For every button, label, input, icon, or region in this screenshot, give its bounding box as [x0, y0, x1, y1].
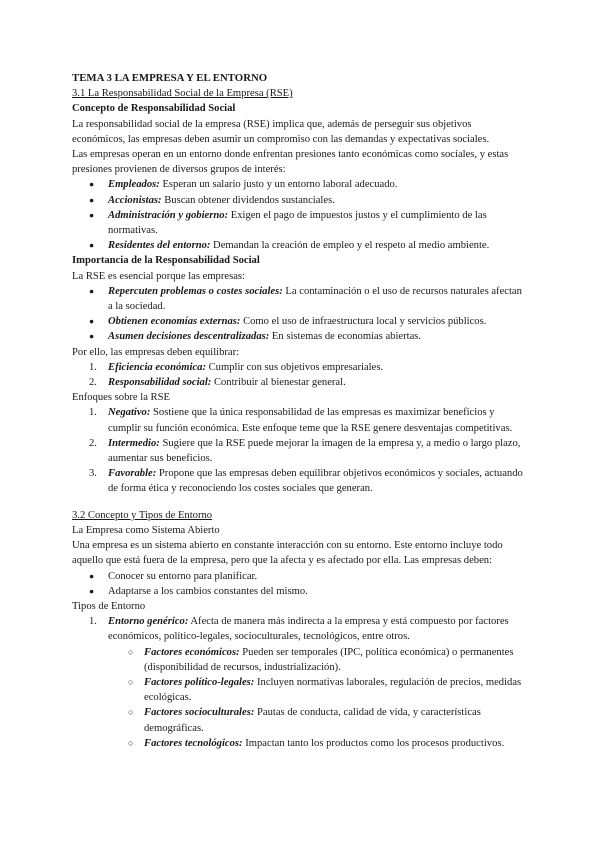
list-item: ● Repercuten problemas o costes sociales: La contaminación o el uso de recursos naturales afectan a la sociedad. — [72, 284, 524, 314]
list-item: ● Obtienen economías externas: Como el uso de infraestructura local y servicios públicos. — [72, 314, 524, 329]
approaches-list — [72, 405, 524, 496]
list-item: 2. Intermedio: Sugiere que la RSE puede mejorar la imagen de la empresa y, a medio o largo plazo, aumentar sus beneficios. — [89, 437, 521, 465]
musts-list — [72, 569, 524, 599]
list-item: 2. Responsabilidad social: Contribuir al bienestar general. — [89, 377, 346, 389]
importancia-heading: Importancia de la Responsabilidad Social — [72, 255, 260, 267]
tipos-entorno-label: Tipos de Entorno — [72, 600, 146, 612]
paragraph-rse-definition: La responsabilidad social de la empresa (RSE) implica que, además de perseguir sus objetivos económicos, las empresas deben asumir un compromiso con las demandas y expectativas sociales. — [72, 118, 490, 145]
list-item: ● Administración y gobierno: Exigen el pago de impuestos justos y el cumplimiento de las normativas. — [72, 208, 524, 238]
list-item: ○ Factores económicos: Pueden ser temporales (IPC, política económica) o permanentes (disponibilidad de recursos, industrialización). — [108, 645, 524, 675]
list-item: ● Asumen decisiones descentralizadas: En sistemas de economías abiertas. — [72, 329, 524, 344]
list-item: ○ Factores tecnológicos: Impactan tanto los productos como los procesos productivos. — [108, 736, 524, 751]
list-item: 1. Entorno genérico: Afecta de manera más indirecta a la empresa y está compuesto por factores económicos, político-legales, socioculturales, tecnológicos, entre otros. — [89, 616, 509, 643]
list-item: ● Accionistas: Buscan obtener dividendos sustanciales. — [72, 193, 524, 208]
paragraph-pressures: Las empresas operan en un entorno donde enfrentan presiones tanto económicas como sociales, y estas presiones provienen de diversos grupos de interés: — [72, 149, 509, 176]
list-item: ● Adaptarse a los cambios constantes del mismo. — [72, 584, 524, 599]
section-3-1-heading: 3.1 La Responsabilidad Social de la Empresa (RSE) — [72, 88, 293, 100]
list-item: 1. Negativo: Sostiene que la única responsabilidad de las empresas es maximizar beneficios y cumplir su función económica. Este enfoque teme que la RSE genere desventajas competitivas. — [89, 407, 513, 434]
list-item: ○ Factores político-legales: Incluyen normativas laborales, regulación de precios, medidas ecológicas. — [108, 675, 524, 705]
paragraph-essential: La RSE es esencial porque las empresas: — [72, 270, 245, 282]
section-3-2-heading: 3.2 Concepto y Tipos de Entorno — [72, 509, 213, 521]
balance-list — [72, 360, 524, 390]
list-item: 3. Favorable: Propone que las empresas deben equilibrar objetivos económicos y sociales, actuando de forma ética y reconociendo los costes sociales que generan. — [89, 468, 523, 495]
types-list — [72, 614, 524, 644]
list-item: ● Conocer su entorno para planificar. — [72, 569, 524, 584]
list-item: ● Residentes del entorno: Demandan la creación de empleo y el respeto al medio ambiente. — [72, 238, 524, 253]
factors-list — [108, 645, 524, 751]
document-content — [72, 71, 524, 751]
list-item: ● Empleados: Esperan un salario justo y un entorno laboral adecuado. — [72, 177, 524, 192]
document-title: TEMA 3 LA EMPRESA Y EL ENTORNO — [72, 72, 268, 84]
concepto-heading: Concepto de Responsabilidad Social — [72, 103, 236, 115]
reasons-list — [72, 284, 524, 345]
stakeholder-list — [72, 177, 524, 253]
paragraph-balance: Por ello, las empresas deben equilibrar: — [72, 346, 240, 358]
list-item: 1. Eficiencia económica: Cumplir con sus objetivos empresariales. — [89, 361, 384, 373]
enfoques-label: Enfoques sobre la RSE — [72, 392, 170, 404]
paragraph-open-system: Una empresa es un sistema abierto en constante interacción con su entorno. Este entorno incluye todo aquello que está fuera de la empresa, pero que la afecta y es afectado por ella. Las empresas deben: — [72, 540, 503, 567]
sistema-abierto-label: La Empresa como Sistema Abierto — [72, 524, 220, 536]
list-item: ○ Factores socioculturales: Pautas de conducta, calidad de vida, y características demográficas. — [108, 705, 524, 735]
